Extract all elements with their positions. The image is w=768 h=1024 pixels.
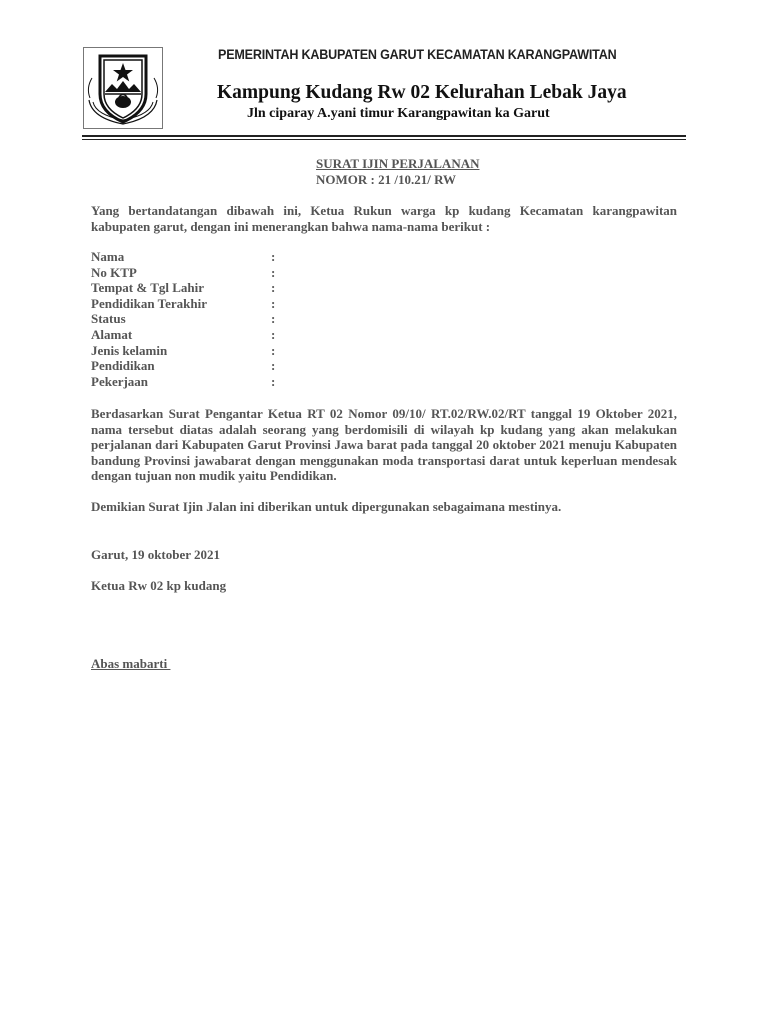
field-colon: :: [271, 326, 276, 342]
field-colon: :: [271, 280, 276, 296]
letter-title: SURAT IJIN PERJALANAN: [316, 156, 480, 171]
kampung-heading: Kampung Kudang Rw 02 Kelurahan Lebak Jaya: [217, 82, 627, 103]
address-line: Jln ciparay A.yani timur Karangpawitan ka Garut: [247, 106, 550, 121]
signer-name: Abas mabarti: [91, 656, 171, 671]
header-rule-top: [82, 135, 686, 137]
header-rule-bottom: [82, 139, 686, 141]
field-row: [91, 265, 281, 281]
field-label: Pendidikan Terakhir: [91, 295, 207, 311]
field-colon: :: [271, 373, 276, 389]
field-row: [91, 311, 281, 327]
closing-sentence: Demikian Surat Ijin Jalan ini diberikan untuk dipergunakan sebagaimana mestinya.: [91, 499, 562, 514]
field-colon: :: [271, 358, 276, 374]
field-row: [91, 374, 281, 390]
village-logo: [83, 47, 163, 129]
field-label: Nama: [91, 249, 125, 264]
field-colon: :: [271, 249, 276, 264]
letter-number: NOMOR : 21 /10.21/ RW: [316, 172, 457, 187]
field-row: [91, 296, 281, 312]
field-row: [91, 358, 281, 374]
identity-fields: [91, 249, 281, 389]
field-colon: :: [271, 264, 276, 280]
place-date: Garut, 19 oktober 2021: [91, 547, 221, 562]
field-label: Tempat & Tgl Lahir: [91, 280, 205, 296]
field-label: Jenis kelamin: [91, 342, 168, 358]
field-colon: :: [271, 342, 276, 358]
field-colon: :: [271, 295, 276, 311]
intro-paragraph: Yang bertandatangan dibawah ini, Ketua Rukun warga kp kudang Kecamatan karangpawitan kabupaten garut, dengan ini menerangkan bahwa nama-nama berikut :: [91, 203, 677, 234]
field-label: Pendidikan: [91, 358, 155, 374]
signer-title: Ketua Rw 02 kp kudang: [91, 578, 227, 593]
field-label: No KTP: [91, 264, 137, 280]
field-row: [91, 343, 281, 359]
field-label: Pekerjaan: [91, 373, 149, 389]
field-label: Alamat: [91, 326, 133, 342]
field-label: Status: [91, 311, 126, 327]
field-row: [91, 327, 281, 343]
field-colon: :: [271, 311, 276, 327]
field-row: [91, 280, 281, 296]
crest-icon: [84, 48, 162, 128]
body-paragraph: Berdasarkan Surat Pengantar Ketua RT 02 Nomor 09/10/ RT.02/RW.02/RT tanggal 19 Oktober 2021, nama tersebut diatas adalah seorang yang berdomisili di wilayah kp kudang yang akan melakukan perjalanan dari Kabupaten Garut Provinsi Jawa barat pada tanggal 20 oktober 2021 menuju Kabupaten bandung Provinsi jawabarat dengan menggunakan moda transportasi darat untuk keperluan mendesak dengan tujuan non mudik yaitu Pendidikan.: [91, 406, 677, 484]
field-row: [91, 249, 281, 265]
government-heading: PEMERINTAH KABUPATEN GARUT KECAMATAN KARANGPAWITAN: [218, 47, 617, 62]
